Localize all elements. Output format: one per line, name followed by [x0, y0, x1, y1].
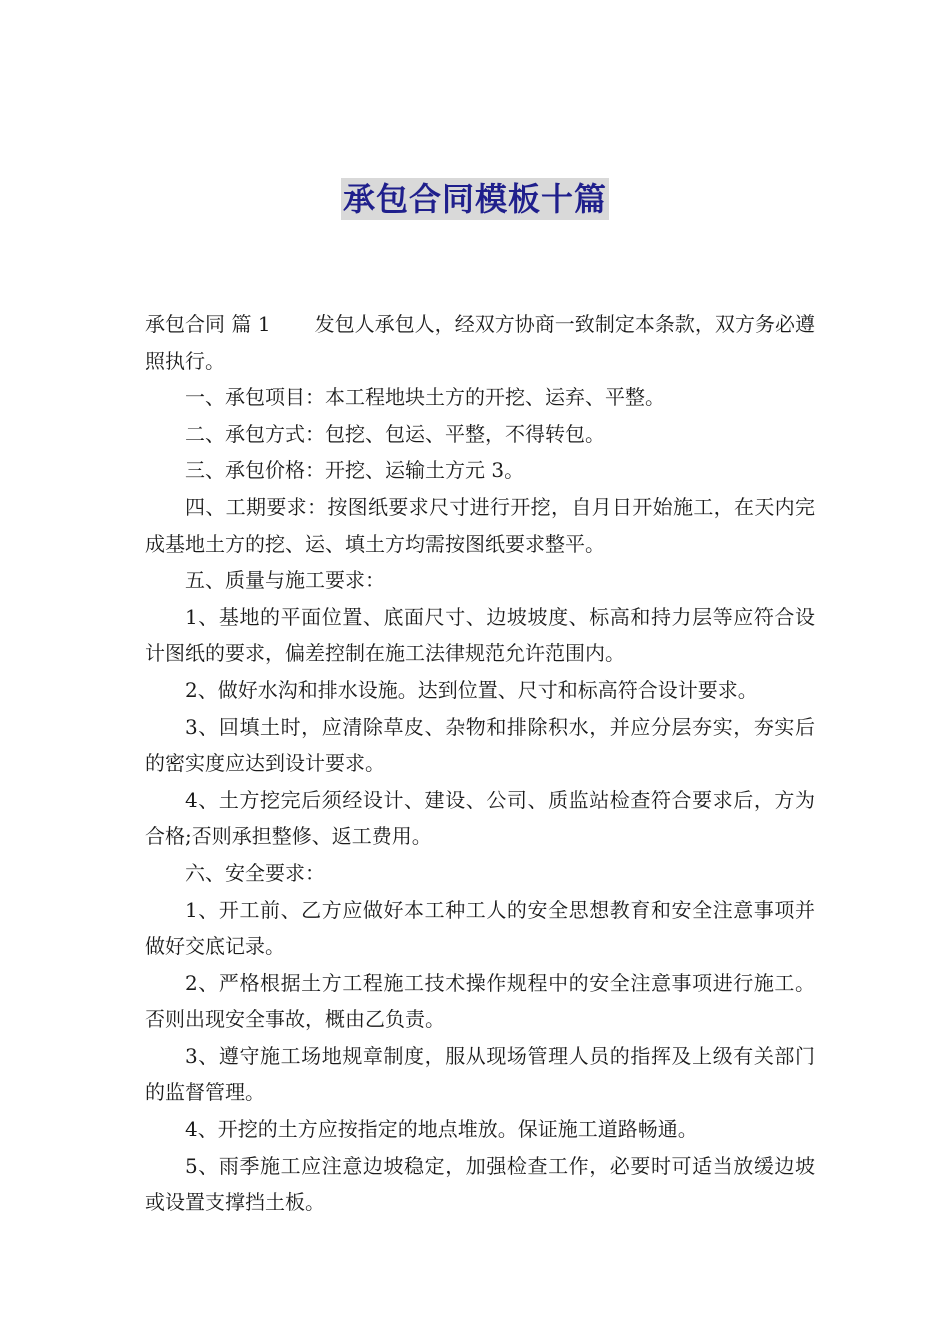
paragraph-item-15: 5、雨季施工应注意边坡稳定，加强检查工作，必要时可适当放缓边坡或设置支撑挡土板。 — [145, 1153, 815, 1215]
intro-label: 承包合同 篇 1 — [145, 312, 271, 336]
paragraph-item-5: 五、质量与施工要求： — [185, 568, 385, 593]
paragraph-item-1: 一、承包项目：本工程地块土方的开挖、运弃、平整。 — [185, 385, 665, 410]
paragraph-item-11: 1、开工前、乙方应做好本工种工人的安全思想教育和安全注意事项并做好交底记录。 — [145, 897, 815, 959]
title-container — [0, 178, 950, 220]
intro-text: 发包人承包人，经双方协商一致制定本条款，双方务必遵照执行。 — [145, 312, 815, 373]
paragraph-item-8: 3、回填土时，应清除草皮、杂物和排除积水，并应分层夯实，夯实后的密实度应达到设计要求。 — [145, 714, 815, 776]
paragraph-item-4: 四、工期要求：按图纸要求尺寸进行开挖，自月日开始施工，在天内完成基地土方的挖、运、填土方均需按图纸要求整平。 — [145, 494, 815, 556]
intro-paragraph — [145, 306, 815, 379]
paragraph-item-9: 4、土方挖完后须经设计、建设、公司、质监站检查符合要求后，方为合格;否则承担整修、返工费用。 — [145, 787, 815, 849]
document-body — [145, 306, 815, 1221]
paragraph-item-12: 2、严格根据土方工程施工技术操作规程中的安全注意事项进行施工。否则出现安全事故，概由乙负责。 — [145, 970, 815, 1032]
paragraph-item-13: 3、遵守施工场地规章制度，服从现场管理人员的指挥及上级有关部门的监督管理。 — [145, 1043, 815, 1105]
paragraph-item-6: 1、基地的平面位置、底面尺寸、边坡坡度、标高和持力层等应符合设计图纸的要求，偏差控制在施工法律规范允许范围内。 — [145, 604, 815, 666]
paragraph-item-3: 三、承包价格：开挖、运输土方元 3。 — [185, 458, 525, 483]
paragraph-item-10: 六、安全要求： — [185, 860, 325, 885]
paragraph-item-14: 4、开挖的土方应按指定的地点堆放。保证施工道路畅通。 — [185, 1117, 698, 1142]
paragraph-item-2: 二、承包方式：包挖、包运、平整，不得转包。 — [185, 421, 605, 446]
document-title: 承包合同模板十篇 — [342, 180, 607, 218]
paragraph-item-7: 2、做好水沟和排水设施。达到位置、尺寸和标高符合设计要求。 — [185, 677, 758, 702]
